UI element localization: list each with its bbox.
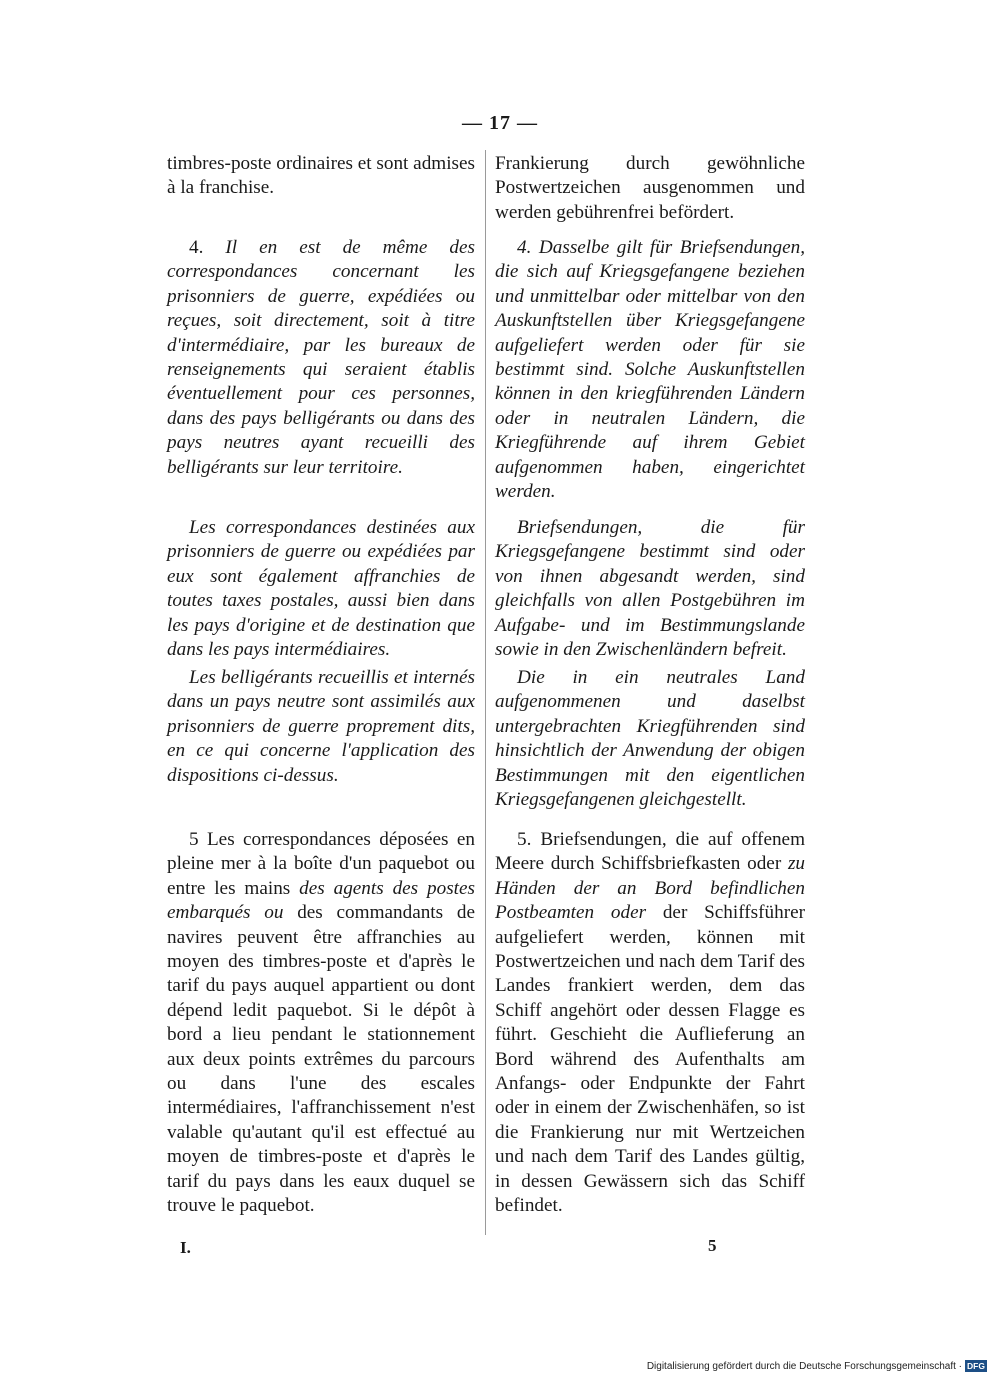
de-paragraph-5-c: der Schiffsführer aufgeliefert werden, können mit Postwertzeichen und nach dem Tarif des Landes frankiert werden, dem das Schiff angehört oder dessen Flagge es führt. Geschieht die Auflieferung an Bord während des Aufenthalts am Anfangs- oder Endpunkte der Fahrt oder in einem der Zwischenhäfen, so ist die Frankierung nur mit Wertzeichen und nach dem Tarif des Landes gültig, in dessen Gewässern sich das Schiff befindet. <box>495 902 805 1217</box>
de-paragraph-4b: Briefsendungen, die für Kriegsgefangene bestimmt sind oder von ihnen abgesandt werden, sind gleichfalls von allen Postgebühren im Aufgabe- und im Bestimmungslande sowie in den Zwischenländern befreit. <box>495 517 805 661</box>
fr-paragraph-5-c: des commandants de navires peuvent être affranchies au moyen des timbres-poste et d'après le tarif du pays auquel appartient ou dont dépend ledit paquebot. Si le dépôt à bord a lieu pendant le stationnement aux deux points extrêmes du parcours ou dans l'une des escales intermédiaires, l'affranchissement n'est valable qu'autant qu'il est effectué au moyen de timbres-poste et d'après le tarif du pays dans les eaux duquel se trouve le paquebot. <box>167 902 475 1217</box>
fr-paragraph-5 <box>167 828 475 1219</box>
de-paragraph-5-b: zu Händen der an Bord befindlichen Postbeamten oder <box>495 853 805 924</box>
fr-paragraph-5-b: des agents des postes embarqués ou <box>167 877 475 924</box>
de-paragraph-top: Frankierung durch gewöhnliche Postwertzeichen ausgenommen und werden gebührenfrei befördert. <box>495 153 805 223</box>
de-paragraph-5-a: 5. Briefsendungen, die auf offenem Meere durch Schiffsbriefkasten oder <box>495 829 805 875</box>
de-paragraph-4: 4. Dasselbe gilt für Briefsendungen, die sich auf Kriegsgefangene beziehen und unmittelbar oder mittelbar von den Auskunftstellen über Kriegsgefangene aufgeliefert werden oder für sie bestimmt sind. Solche Auskunftstellen können in den kriegführenden Ländern oder in neutralen Ländern, die Kriegführende auf ihrem Gebiet aufgenommen haben, eingerichtet werden. <box>495 237 805 503</box>
dfg-logo: DFG <box>965 1360 987 1372</box>
fr-paragraph-4-text: Il en est de même des correspondances concernant les prisonniers de guerre, expédiées ou reçues, soit directement, soit à titre d'intermédiaire, par les bureaux de renseignements qui seraient établis éventuellement pour ces personnes, dans des pays belligérants ou dans des pays neutres ayant recueilli des belligérants sur leur territoire. <box>167 237 476 478</box>
de-paragraph-5 <box>495 828 805 1219</box>
digitization-credit: Digitalisierung gefördert durch die Deutsche Forschungsgemeinschaft · <box>646 1361 962 1372</box>
column-divider <box>485 150 486 1235</box>
fr-paragraph-4-number: 4. <box>189 237 204 258</box>
fr-paragraph-top: timbres-poste ordinaires et sont admises à la franchise. <box>167 153 476 199</box>
fr-paragraph-4b: Les correspondances destinées aux prisonniers de guerre ou expédiées par eux sont également affranchies de toutes taxes postales, aussi bien dans les pays d'origine et de destination que dans les pays intermédiaires. <box>167 517 475 661</box>
fr-paragraph-4c: Les belligérants recueillis et internés dans un pays neutre sont assimilés aux prisonniers de guerre proprement dits, en ce qui concerne l'application des dispositions ci-dessus. <box>167 667 475 786</box>
signature-mark-right: 5 <box>708 1236 717 1255</box>
signature-mark-left: I. <box>180 1238 191 1257</box>
fr-paragraph-4 <box>167 236 475 480</box>
page-number: — 17 — <box>462 112 538 134</box>
fr-paragraph-5-a: 5 Les correspondances déposées en pleine mer à la boîte d'un paquebot ou entre les mains <box>167 829 475 899</box>
de-paragraph-4c: Die in ein neutrales Land aufgenommenen und daselbst untergebrachten Kriegführenden sind hinsichtlich der Anwendung der obigen Bestimmungen mit den eigentlichen Kriegsgefangenen gleichgestellt. <box>495 667 805 811</box>
